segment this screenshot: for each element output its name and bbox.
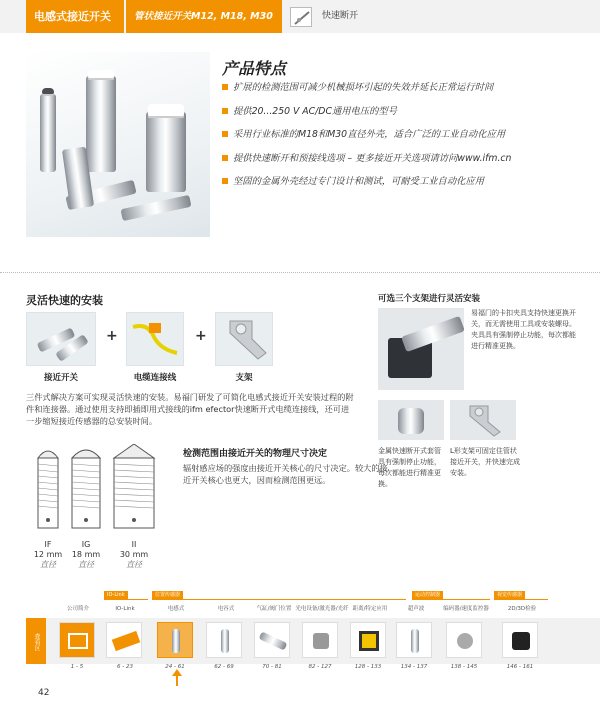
nav-range: 1 - 5 (70, 664, 84, 670)
nav-range: 6 - 23 (117, 664, 133, 670)
size-label-if: IF 12 mm 直径 (33, 540, 63, 569)
nav-label: 超声波 (407, 606, 425, 612)
feature-item: 坚固的金属外壳经过专门设计和测试，可耐受工业自动化应用 (222, 176, 592, 200)
feature-item: 采用行业标准的M18和M30直径外壳，适合广泛的工业自动化应用 (222, 129, 592, 153)
part-bracket-label: 支架 (235, 373, 253, 383)
size-label-ig: IG 18 mm 直径 (71, 540, 101, 569)
part-cable-image (126, 312, 184, 366)
nav-tag-motion: 运动控制器 (412, 591, 443, 599)
nav-label: 光电设备/激光器/光纤 (295, 606, 349, 612)
nav-line (494, 599, 548, 600)
nav-range: 62 - 69 (214, 664, 234, 670)
l-bracket-desc: L形支架可固定住管状接近开关，并快速完成安装。 (450, 447, 520, 477)
nav-range: 82 - 127 (308, 664, 332, 670)
nav-label: 气缸/阀门位置 (256, 606, 292, 612)
nav-item-photoelectric[interactable] (302, 622, 338, 658)
nav-label: 2D/3D检验 (507, 606, 537, 612)
brackets-title: 可选三个支架进行灵活安装 (378, 294, 481, 304)
nav-tag-position: 位置传感器 (152, 591, 183, 599)
nav-range: 146 - 161 (506, 664, 534, 670)
page-number: 42 (38, 688, 50, 698)
part-cable-label: 电缆连接线 (133, 373, 177, 383)
nav-line (104, 599, 148, 600)
features-title: 产品特点 (222, 59, 287, 78)
install-paragraph: 三件式解决方案可实现灵活快速的安装。易福门研发了可简化电感式接近开关安装过程的附件和连接器。通过使用支持即插即用式接线的ifm efector快速断开式电缆连接线，还可进一步缩短接近传感器的总安装时间。 (26, 392, 354, 426)
sizes-title: 检测范围由接近开关的物理尺寸决定 (183, 449, 328, 459)
quick-disconnect-icon (290, 7, 312, 27)
nav-item-ultrasonic[interactable] (396, 622, 432, 658)
header-category: 电感式接近开关 (26, 0, 124, 33)
nav-item-vision[interactable] (502, 622, 538, 658)
nav-item-inductive[interactable] (157, 622, 193, 658)
feature-item: 提供快速断开和预接线选项 – 更多接近开关选项请访问www.ifm.cn (222, 153, 592, 177)
nav-label: IO-Link (115, 606, 135, 612)
sleeve-desc: 金属快速断开式套管具有强制停止功能，每次都能进行精准更换。 (378, 447, 441, 488)
plus-sign: + (106, 328, 118, 344)
nav-range: 128 - 133 (354, 664, 382, 670)
nav-tag-vision: 视觉传感器 (494, 591, 525, 599)
install-title: 灵活快速的安装 (26, 294, 103, 307)
nav-line (152, 599, 406, 600)
clip-bracket-desc: 易福门的卡扣夹具支持快速更换开关，而无需使用工具或安装螺母。夹具具有强制停止功能，每次都能进行精准更换。 (471, 309, 576, 350)
l-bracket-image (450, 400, 516, 440)
nav-line (412, 599, 490, 600)
current-section-arrow-stem (176, 676, 178, 686)
sensor-size-diagram (26, 444, 186, 540)
nav-label: 电感式 (167, 606, 185, 612)
part-sensor-image (26, 312, 96, 366)
part-sensor-label: 接近开关 (43, 373, 78, 383)
nav-tag-iolink: IO-Link (104, 591, 128, 599)
nav-label: 公司简介 (66, 606, 89, 612)
sizes-text: 辐射感应场的强度由接近开关核心的尺寸决定。较大的接近开关核心也更大，因而检测范围更远。 (183, 463, 388, 485)
nav-item-cylinder[interactable] (254, 622, 290, 658)
plus-sign: + (195, 328, 207, 344)
nav-range: 24 - 61 (165, 664, 185, 670)
feature-item: 提供20...250 V AC/DC通用电压的型号 (222, 106, 592, 130)
features-list (222, 82, 592, 200)
product-photo (26, 52, 210, 237)
nav-item-capacitive[interactable] (206, 622, 242, 658)
section-divider (0, 272, 600, 273)
nav-item-company[interactable] (59, 622, 95, 658)
header-feature: 快速断开 (284, 0, 600, 33)
nav-item-distance[interactable] (350, 622, 386, 658)
sleeve-image (378, 400, 444, 440)
nav-range: 134 - 137 (400, 664, 428, 670)
nav-range: 70 - 81 (262, 664, 282, 670)
header-subtitle: 管状接近开关M12, M18, M30 (126, 0, 282, 33)
current-section-arrow-icon (172, 669, 182, 676)
nav-range: 138 - 145 (450, 664, 478, 670)
nav-vertical-label: 查看区 (33, 633, 40, 651)
clip-bracket-image (378, 308, 464, 390)
nav-label: 电容式 (217, 606, 235, 612)
part-bracket-image (215, 312, 273, 366)
size-label-ii: II 30 mm 直径 (119, 540, 149, 569)
nav-label: 距离/特定应用 (352, 606, 388, 612)
nav-item-encoder[interactable] (446, 622, 482, 658)
feature-item: 扩展的检测范围可减少机械损坏引起的失效并延长正常运行时间 (222, 82, 592, 106)
nav-label: 编码器/速度监控器 (443, 606, 489, 612)
nav-item-iolink[interactable] (106, 622, 142, 658)
